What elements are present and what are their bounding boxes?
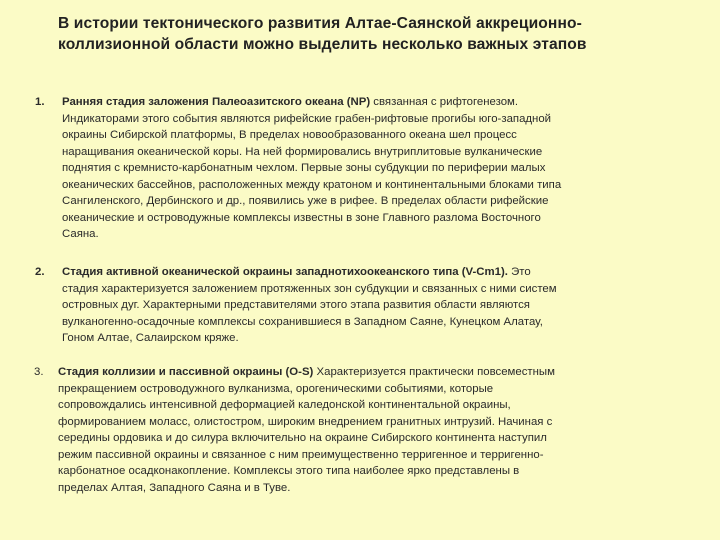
item-text-line: Гоном Алтае, Салаирском кряже. [62,332,239,344]
item-text-line: прекращением островодужного вулканизма, орогеническими событиями, которые [58,382,494,395]
item-number: 3. [34,366,44,378]
item-heading: Стадия коллизии и пассивной окраины (O-S) [58,366,314,378]
item-text-line: Характеризуется практически повсеместным [313,366,555,378]
item-text-line: вулканогенно-осадочные комплексы сохранившиеся в Западном Саяне, Кунецком Алатау, [62,315,543,328]
item-text-line: поднятия с кремнисто-карбонатным чехлом. Первые зоны субдукции по периферии малых [62,162,546,174]
item-text-line: пределах Алтая, Западного Саяна и в Туве. [58,481,291,494]
title-line: коллизионной области можно выделить несколько важных этапов [58,36,587,53]
item-text-line: формированием моласс, олистостром, широким внедрением гранитных интрузий. Начиная с [58,415,553,428]
item-body [58,364,706,496]
item-text-line: режим пассивной окраины и связанное с ним преимущественно терригенное и терригенно- [58,448,544,461]
item-first-line [58,364,706,381]
item-text-line: океанические и островодужные комплексы известны в зоне Главного разлома Восточного [62,211,541,224]
item-body [62,94,706,243]
item-number: 2. [35,266,45,278]
item-text-line: стадия характеризуется заложением протяженных зон субдукции и связанных с ними систем [62,282,557,295]
item-number: 1. [35,96,45,108]
item-text-line: середины ордовика и до силура включительно на окраине Сибирского континента наступил [58,432,547,444]
title-line: В истории тектонического развития Алтае-Саянской аккреционно- [58,15,582,32]
stage-item-3 [26,364,706,496]
item-text-line: Саяна. [62,228,99,240]
item-text-line: окраины Сибирской платформы, В пределах новообразованного океана шел процесс [62,129,517,141]
item-heading: Ранняя стадия заложения Палеоазитского океана (NP) [62,96,371,108]
item-text-line: Это [507,266,531,278]
stage-item-2 [26,264,706,347]
item-text-line: островных дуг. Характерными представителями этого этапа развития области являются [62,299,530,311]
item-body [62,264,706,347]
slide-title [58,13,698,55]
item-text-line: Индикаторами этого события являются рифейские грабен-рифтовые прогибы юго-западной [62,112,552,125]
item-text-line: наращивания океанической коры. На ней формировались внутриплитовые вулканические [62,145,543,158]
item-text-line: океанических бассейнов, расположенных между кратоном и континентальными блоками типа [62,178,562,191]
item-text-line: связанная с рифтогенезом. [370,96,519,108]
item-first-line [62,264,706,281]
item-text-line: сопровождались интенсивной деформацией каледонской континентальной окраины, [58,399,511,411]
item-first-line [62,94,706,111]
item-text-line: Сангиленского, Дербинского и др., появились уже в рифее. В пределах области рифейские [62,195,549,207]
item-text-line: карбонатное осадконакопление. Комплексы этого типа наиболее ярко представлены в [58,465,520,477]
stage-item-1 [26,94,706,243]
item-heading: Стадия активной океанической окраины западнотихоокеанского типа (V-Cm1). [62,266,508,278]
